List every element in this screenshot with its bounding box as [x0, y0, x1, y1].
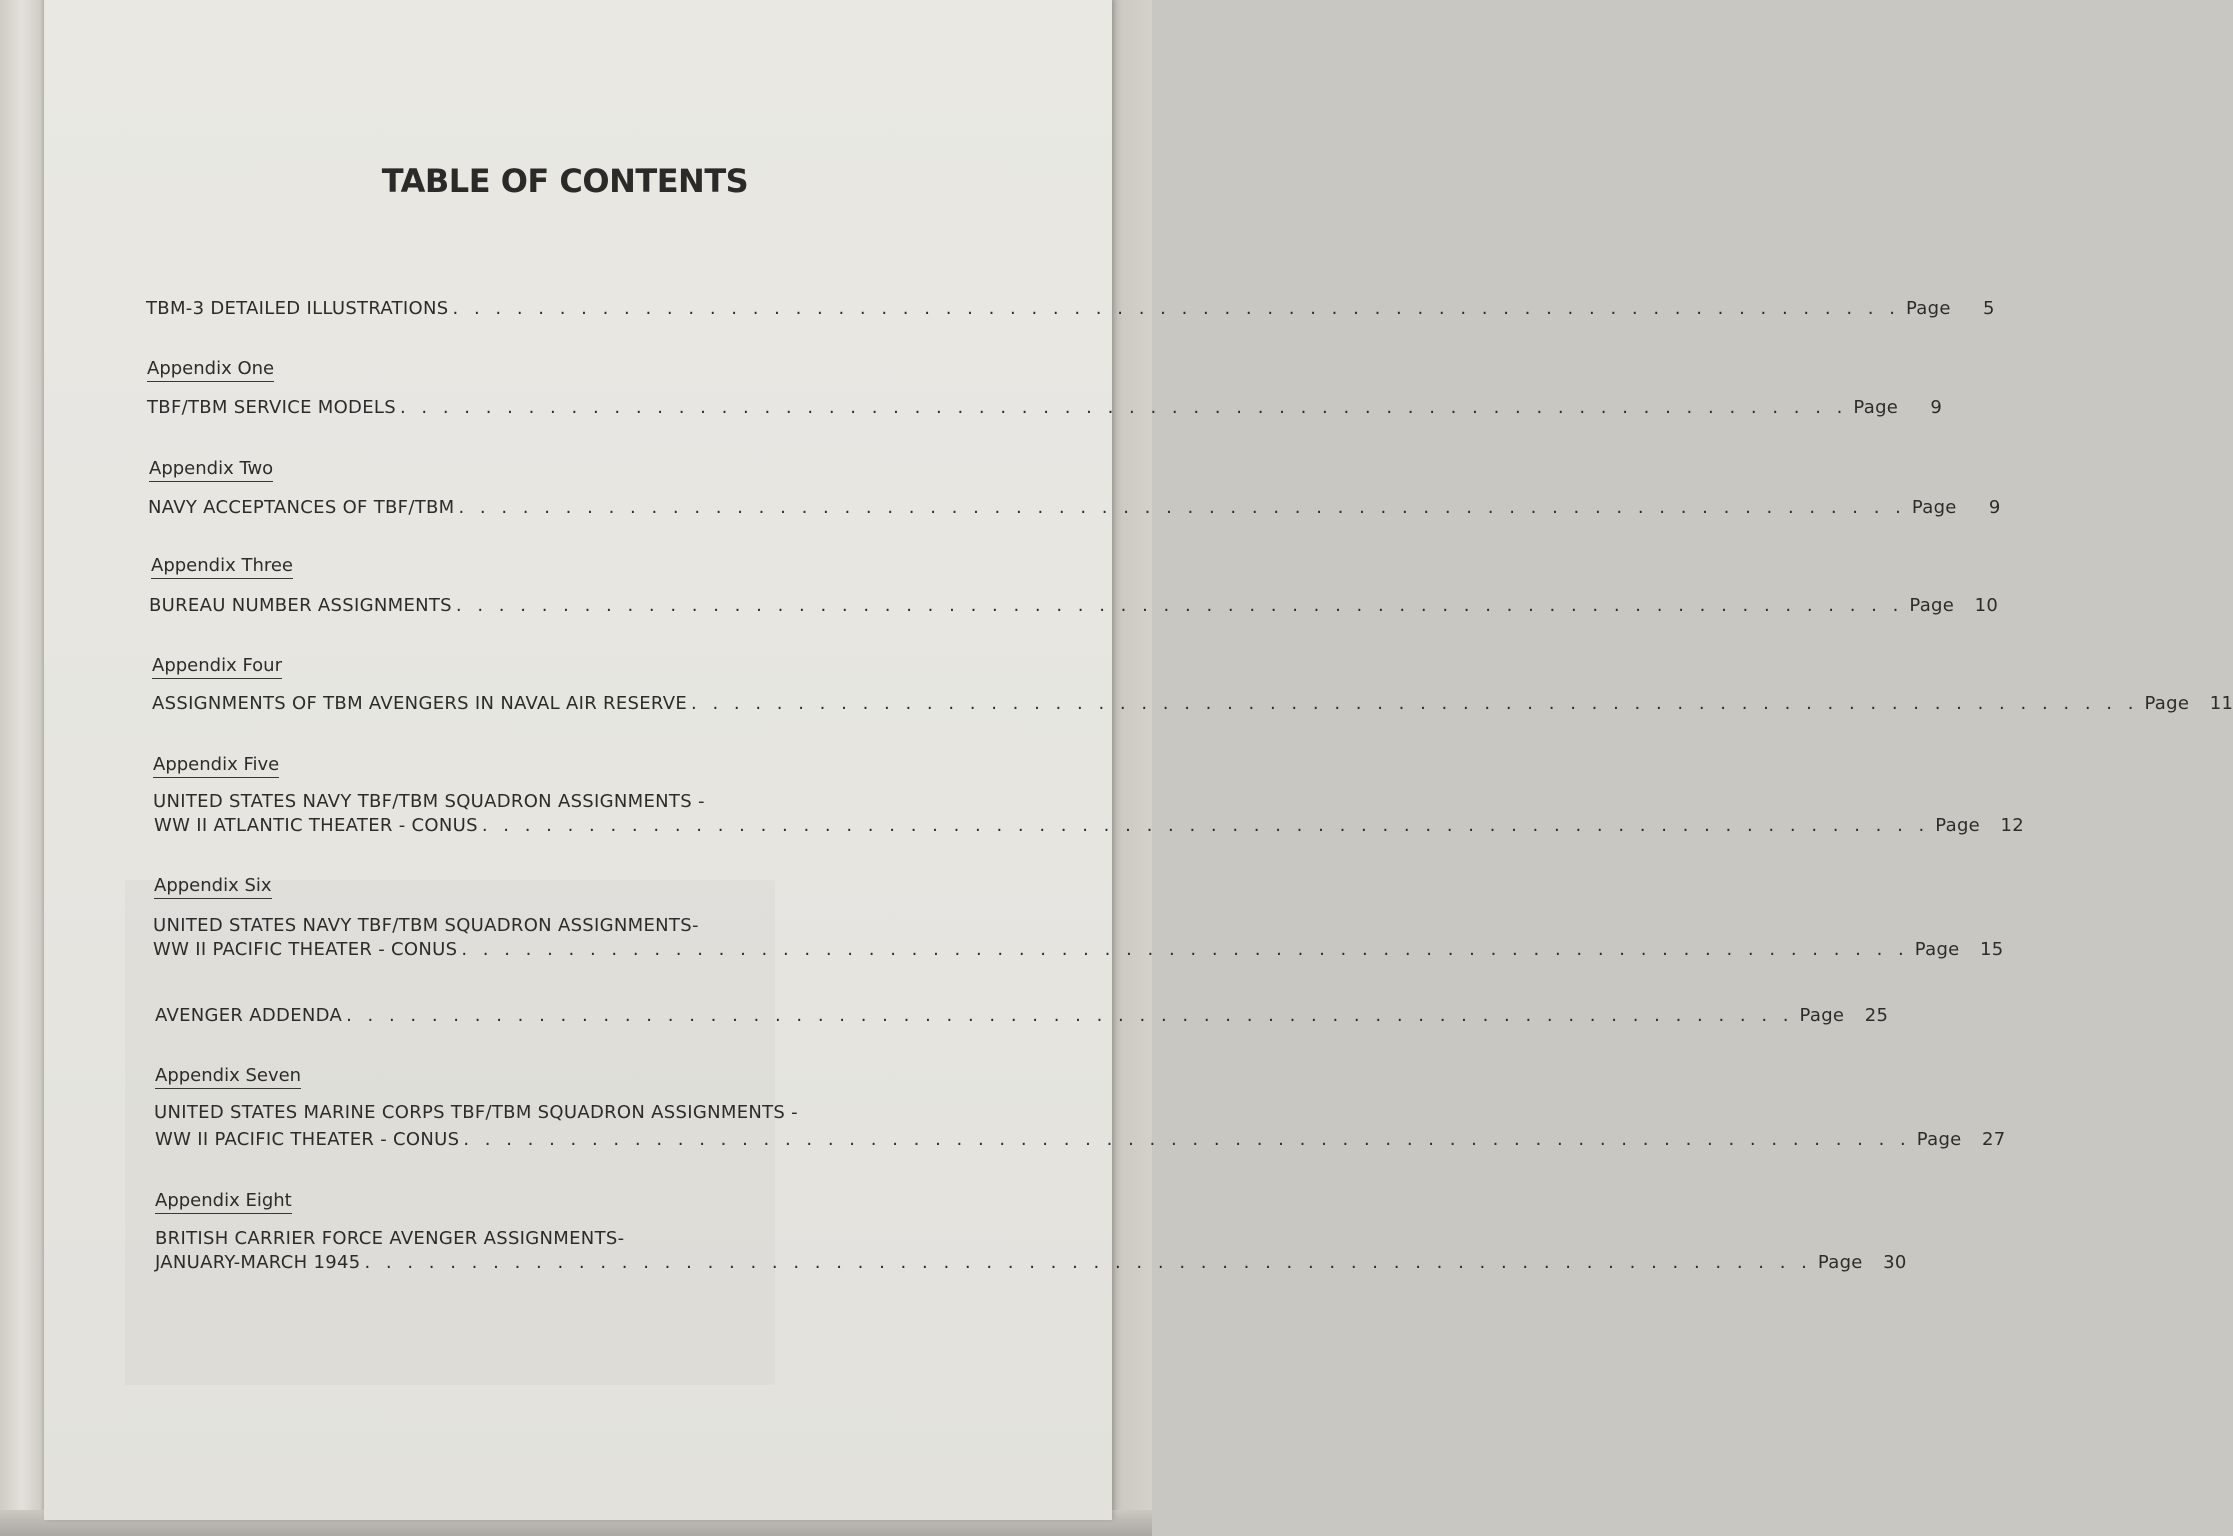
right-background-strip	[1112, 0, 1152, 1536]
toc-entry-label: AVENGER ADDENDA	[155, 1005, 343, 1026]
appendix-heading-eight: Appendix Eight	[155, 1190, 292, 1214]
dot-leader: . . . . . . . . . . . . . . . . . . . . . . . . . . . . . . . . . . . . . . . . . . . . . . . . . . . . . . . . . . . . . . . . . . . .	[452, 298, 1900, 319]
page-word: Page	[2144, 693, 2190, 714]
toc-entry-label: WW II ATLANTIC THEATER - CONUS	[154, 815, 478, 836]
dot-leader: . . . . . . . . . . . . . . . . . . . . . . . . . . . . . . . . . . . . . . . . . . . . . . . . . . . . . . . . . . . . . . . . . . . .	[346, 1005, 1794, 1026]
toc-entry-first-line: UNITED STATES NAVY TBF/TBM SQUADRON ASSIGNMENTS -	[153, 791, 705, 812]
page-number: 15	[1980, 939, 2004, 960]
dot-leader: . . . . . . . . . . . . . . . . . . . . . . . . . . . . . . . . . . . . . . . . . . . . . . . . . . . . . . . . . . . . . . . . . . . .	[364, 1252, 1812, 1273]
toc-entry-navy-acceptances	[148, 497, 2001, 525]
page-word: Page	[1914, 939, 1960, 960]
toc-entry-label: JANUARY-MARCH 1945	[155, 1252, 361, 1273]
toc-entry-label: NAVY ACCEPTANCES OF TBF/TBM	[148, 497, 455, 518]
page-number: 11	[2209, 693, 2233, 714]
toc-entry-label: WW II PACIFIC THEATER - CONUS	[153, 939, 458, 960]
toc-entry-first-line: UNITED STATES MARINE CORPS TBF/TBM SQUADRON ASSIGNMENTS -	[154, 1102, 798, 1123]
appendix-heading-one: Appendix One	[147, 358, 274, 382]
toc-entry-atlantic-theater	[154, 815, 2025, 843]
toc-entry-label: TBM-3 DETAILED ILLUSTRATIONS	[146, 298, 449, 319]
page-word: Page	[1799, 1005, 1845, 1026]
page-number: 5	[1982, 298, 1995, 319]
toc-entry-label: TBF/TBM SERVICE MODELS	[147, 397, 396, 418]
page-word: Page	[1853, 397, 1899, 418]
page-number: 25	[1864, 1005, 1889, 1026]
dot-leader: . . . . . . . . . . . . . . . . . . . . . . . . . . . . . . . . . . . . . . . . . . . . . . . . . . . . . . . . . . . . . . . . . . . .	[399, 397, 1848, 418]
page-number: 30	[1883, 1252, 1907, 1273]
page-number: 10	[1974, 595, 1999, 616]
toc-entry-illustrations	[146, 298, 1995, 326]
page-number: 12	[2000, 815, 2025, 836]
toc-entry-first-line: BRITISH CARRIER FORCE AVENGER ASSIGNMENTS-	[155, 1228, 625, 1249]
appendix-heading-six: Appendix Six	[154, 875, 272, 899]
appendix-heading-seven: Appendix Seven	[155, 1065, 301, 1089]
page-word: Page	[1911, 497, 1957, 518]
page-number: 9	[1930, 397, 1943, 418]
toc-entry-marine-corps	[155, 1129, 2006, 1157]
toc-entry-label: ASSIGNMENTS OF TBM AVENGERS IN NAVAL AIR RESERVE	[152, 693, 688, 714]
page-word: Page	[1935, 815, 1981, 836]
dot-leader: . . . . . . . . . . . . . . . . . . . . . . . . . . . . . . . . . . . . . . . . . . . . . . . . . . . . . . . . . . . . . . . . . . . .	[463, 1129, 1911, 1150]
toc-entry-first-line: UNITED STATES NAVY TBF/TBM SQUADRON ASSIGNMENTS-	[153, 915, 699, 936]
dot-leader: . . . . . . . . . . . . . . . . . . . . . . . . . . . . . . . . . . . . . . . . . . . . . . . . . . . . . . . . . . . . . . . . . . . .	[455, 595, 1904, 616]
page-number: 27	[1982, 1129, 2006, 1150]
toc-entry-label: BUREAU NUMBER ASSIGNMENTS	[149, 595, 452, 616]
previous-page-edge	[0, 0, 44, 1536]
dot-leader: . . . . . . . . . . . . . . . . . . . . . . . . . . . . . . . . . . . . . . . . . . . . . . . . . . . . . . . . . . . . . . . . . . . .	[458, 497, 1906, 518]
toc-entry-avenger-addenda	[155, 1005, 1889, 1033]
toc-entry-bureau-numbers	[149, 595, 1999, 623]
page-word: Page	[1817, 1252, 1863, 1273]
page-word: Page	[1905, 298, 1951, 319]
toc-entry-service-models	[147, 397, 1943, 425]
toc-entry-label: WW II PACIFIC THEATER - CONUS	[155, 1129, 460, 1150]
page-word: Page	[1916, 1129, 1962, 1150]
dot-leader: . . . . . . . . . . . . . . . . . . . . . . . . . . . . . . . . . . . . . . . . . . . . . . . . . . . . . . . . . . . . . . . . . . . .	[691, 693, 2139, 714]
appendix-heading-three: Appendix Three	[151, 555, 293, 579]
page-word: Page	[1909, 595, 1955, 616]
appendix-heading-two: Appendix Two	[149, 458, 273, 482]
appendix-heading-five: Appendix Five	[153, 754, 279, 778]
appendix-heading-four: Appendix Four	[152, 655, 282, 679]
dot-leader: . . . . . . . . . . . . . . . . . . . . . . . . . . . . . . . . . . . . . . . . . . . . . . . . . . . . . . . . . . . . . . . . . . . .	[481, 815, 1930, 836]
page-title: TABLE OF CONTENTS	[381, 162, 749, 200]
toc-entry-naval-air-reserve	[152, 693, 2233, 721]
toc-entry-pacific-theater-navy	[153, 939, 2004, 967]
toc-entry-british-carrier	[155, 1252, 1907, 1280]
dot-leader: . . . . . . . . . . . . . . . . . . . . . . . . . . . . . . . . . . . . . . . . . . . . . . . . . . . . . . . . . . . . . . . . . . . .	[461, 939, 1909, 960]
page-number: 9	[1988, 497, 2001, 518]
